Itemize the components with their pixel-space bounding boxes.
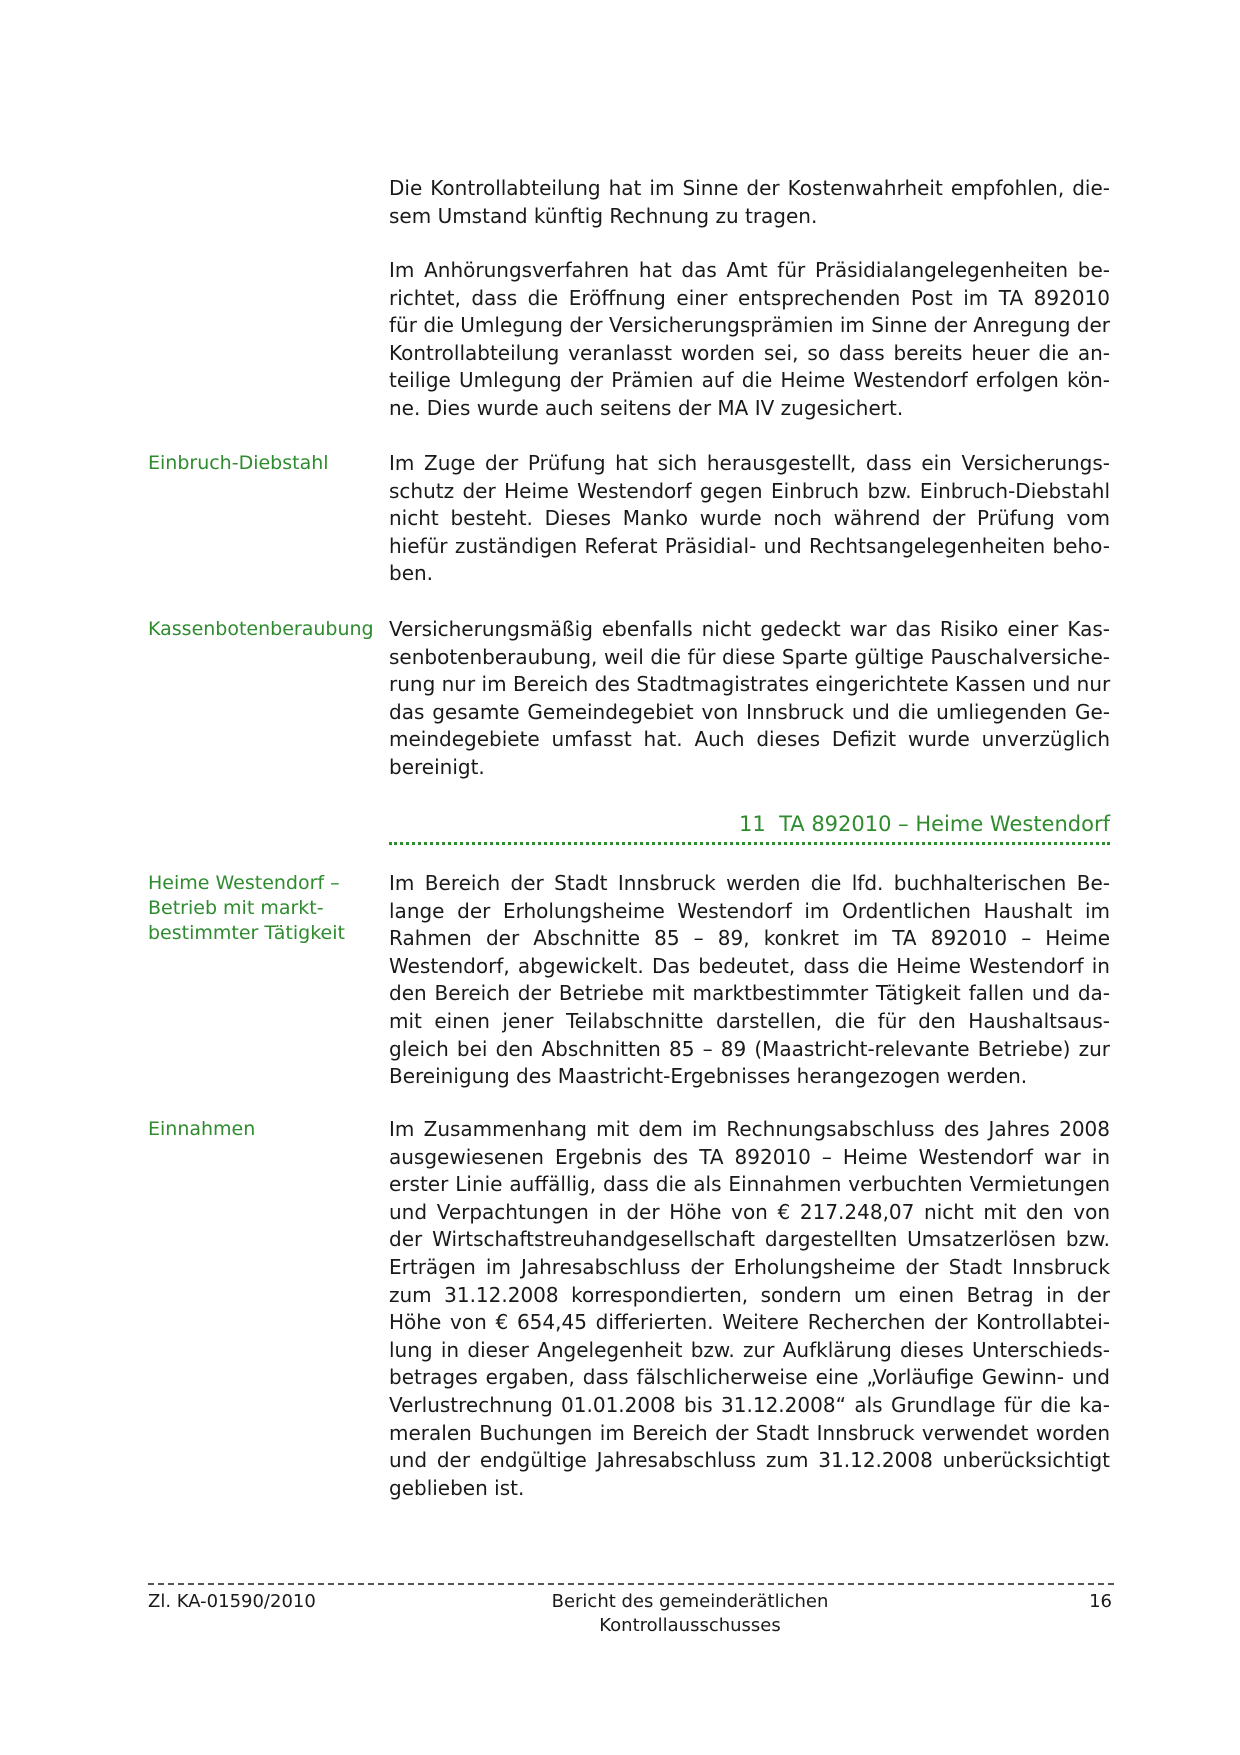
text-line: mit einen jener Teilabschnitte darstellen, die für den Haushaltsaus- [389,1008,1110,1033]
text-line: Erträgen im Jahresabschluss der Erholungsheime der Stadt Innsbruck [389,1254,1110,1279]
page-number: 16 [1089,1591,1112,1612]
text-line: meindegebiete umfasst hat. Auch dieses Defizit wurde unverzüglich [389,727,1110,752]
text-line: ausgewiesenen Ergebnis des TA 892010 – Heime Westendorf war in [389,1144,1110,1169]
text-line: schutz der Heime Westendorf gegen Einbruch bzw. Einbruch-Diebstahl [389,478,1110,503]
margin-note-line: Heime Westendorf – [148,872,340,894]
margin-note-einnahmen: Einnahmen [148,1118,256,1140]
section-number: 11 [738,812,766,836]
section-title: TA 892010 – Heime Westendorf [779,812,1110,836]
text-line: Versicherungsmäßig ebenfalls nicht gedeckt war das Risiko einer Kas- [389,617,1110,641]
text-line: sem Umstand künftig Rechnung zu tragen. [389,203,818,228]
margin-note-einbruch-diebstahl: Einbruch-Diebstahl [148,452,329,474]
paragraph-einnahmen [389,1116,1110,1502]
text-line: bereinigt. [389,754,485,779]
text-line: Westendorf, abgewickelt. Das bedeutet, dass die Heime Westendorf in [389,953,1110,978]
margin-note-heime-westendorf [148,871,378,946]
text-line: gleich bei den Abschnitten 85 – 89 (Maastricht-relevante Betriebe) zur [389,1036,1110,1061]
paragraph-anhoerungsverfahren [389,257,1110,423]
footer-title: Bericht des gemeinderätlichen Kontrollausschusses [551,1591,829,1636]
text-line: lung in dieser Angelegenheit bzw. zur Aufklärung dieses Unterschieds- [389,1337,1110,1362]
text-line: und der endgültige Jahresabschluss zum 31.12.2008 unberücksichtigt [389,1448,1110,1473]
text-line: senbotenberaubung, weil die für diese Sparte gültige Pauschalversiche- [389,644,1110,669]
text-line: meralen Buchungen im Bereich der Stadt Innsbruck verwendet worden [389,1420,1110,1445]
text-line: Höhe von € 654,45 differierten. Weitere Recherchen der Kontrollabtei- [389,1310,1110,1335]
text-line: Kontrollabteilung veranlasst worden sei, so dass bereits heuer die an- [389,340,1110,365]
text-line: rung nur im Bereich des Stadtmagistrates eingerichtete Kassen und nur [389,672,1111,697]
paragraph-heime-westendorf [389,870,1110,1091]
text-line: der Wirtschaftstreuhandgesellschaft dargestellten Umsatzerlösen bzw. [389,1227,1110,1252]
text-line: zum 31.12.2008 korrespondierten, sondern um einen Betrag in der [389,1282,1110,1307]
margin-note-line: Betrieb mit markt- [148,897,324,919]
section-heading [389,810,1110,838]
text-line: ne. Dies wurde auch seitens der MA IV zugesichert. [389,395,904,420]
text-line: betrages ergaben, dass fälschlicherweise eine „Vorläufige Gewinn- und [389,1365,1110,1390]
text-line: das gesamte Gemeindegebiet von Innsbruck und die umliegenden Ge- [389,699,1110,724]
text-line: Rahmen der Abschnitte 85 – 89, konkret im TA 892010 – Heime [389,926,1110,951]
section-divider [389,842,1110,845]
text-line: Im Bereich der Stadt Innsbruck werden die lfd. buchhalterischen Be- [389,871,1110,895]
text-line: teilige Umlegung der Prämien auf die Heime Westendorf erfolgen kön- [389,368,1110,393]
text-line: und Verpachtungen in der Höhe von € 217.248,07 nicht mit den von [389,1199,1110,1224]
footer-reference: Zl. KA-01590/2010 [148,1591,316,1612]
text-line: hiefür zuständigen Referat Präsidial- und Rechtsangelegenheiten beho- [389,533,1110,558]
text-line: Im Zuge der Prüfung hat sich herausgestellt, dass ein Versicherungs- [389,451,1110,475]
text-line: nicht besteht. Dieses Manko wurde noch während der Prüfung vom [389,506,1110,531]
text-line: Im Anhörungsverfahren hat das Amt für Präsidialangelegenheiten be- [389,258,1110,282]
text-line: geblieben ist. [389,1475,525,1500]
paragraph-kassenboten [389,616,1110,782]
text-line: lange der Erholungsheime Westendorf im Ordentlichen Haushalt im [389,898,1110,923]
text-line: richtet, dass die Eröffnung einer entsprechenden Post im TA 892010 [389,285,1110,310]
text-line: den Bereich der Betriebe mit marktbestimmter Tätigkeit fallen und da- [389,981,1110,1006]
footer-divider [148,1583,1114,1585]
text-line: erster Linie auffällig, dass die als Einnahmen verbuchten Vermietungen [389,1172,1110,1197]
text-line: ben. [389,561,434,586]
text-line: Die Kontrollabteilung hat im Sinne der Kostenwahrheit empfohlen, die- [389,176,1110,200]
paragraph-kostenwahrheit [389,175,1110,230]
margin-note-kassenbotenberaubung: Kassenbotenberaubung [148,618,374,640]
paragraph-einbruch [389,450,1110,588]
margin-note-line: bestimmter Tätigkeit [148,922,345,944]
text-line: für die Umlegung der Versicherungsprämien im Sinne der Anregung der [389,313,1110,338]
text-line: Verlustrechnung 01.01.2008 bis 31.12.2008“ als Grundlage für die ka- [389,1392,1110,1417]
text-line: Im Zusammenhang mit dem im Rechnungsabschluss des Jahres 2008 [389,1117,1110,1141]
text-line: Bereinigung des Maastricht-Ergebnisses herangezogen werden. [389,1064,1028,1089]
